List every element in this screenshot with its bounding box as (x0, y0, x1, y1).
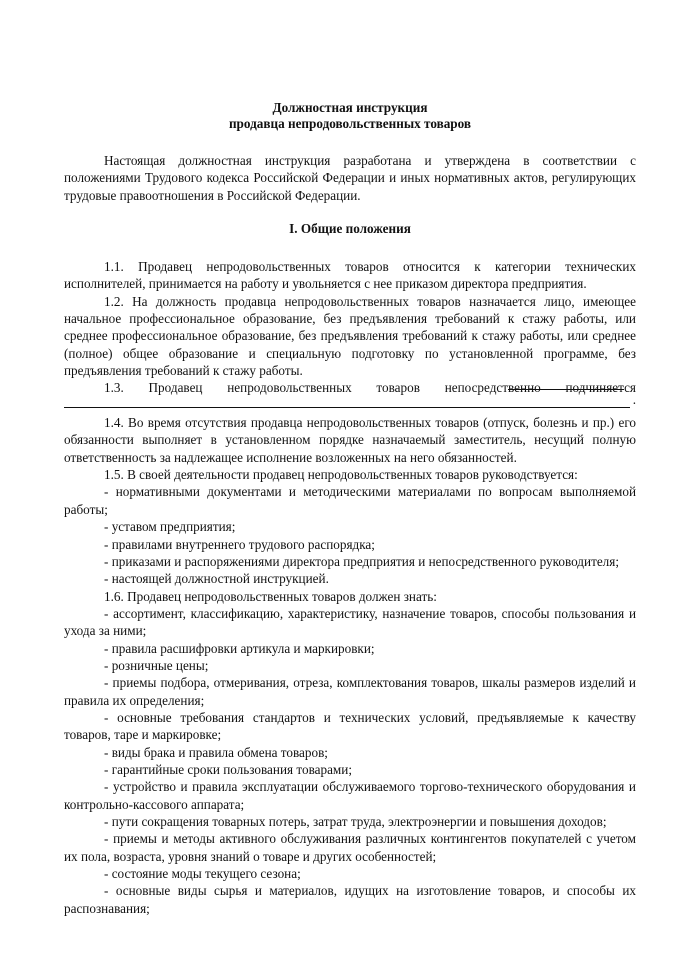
p13-word: подчиняется (565, 380, 636, 396)
list-item: - приемы подбора, отмеривания, отреза, комплектования товаров, шкалы размеров изделий и правила их определения; (64, 675, 636, 708)
list-item: - гарантийные сроки пользования товарами; (104, 761, 352, 777)
document-title (64, 100, 636, 131)
paragraph-1-2: 1.2. На должность продавца непродовольственных товаров назначается лицо, имеющее начальное профессиональное образование, без предъявления требований к стажу работы, или среднее профессиональное образование, без предъявления требований к стажу работы, или среднее (полное) общее образование и специальную подготовку по установленной программе, без предъявления требований к стажу работы. (64, 293, 636, 379)
list-item: - пути сокращения товарных потерь, затрат труда, электроэнергии и повышения доходов; (104, 814, 607, 829)
list-item: - состояние моды текущего сезона; (104, 866, 301, 882)
p13-word: непродовольственных (227, 380, 352, 396)
title-line-1: Должностная инструкция (272, 100, 428, 115)
p13-word: непосредственно (444, 380, 541, 396)
list-item: - правилами внутреннего трудового распорядка; (104, 536, 375, 552)
paragraph-1-5: 1.5. В своей деятельности продавец непродовольственных товаров руководствуется: (104, 467, 578, 483)
list-item: - нормативными документами и методическими материалами по вопросам выполняемой работы; (64, 484, 636, 517)
paragraph-1-6: 1.6. Продавец непродовольственных товаров должен знать: (104, 588, 437, 604)
list-item: - настоящей должностной инструкцией. (104, 571, 329, 587)
list-item: - устройство и правила эксплуатации обслуживаемого торгово-технического оборудования и контрольно-кассового аппарата; (64, 779, 636, 812)
p13-word: товаров (376, 380, 420, 396)
intro-block (64, 152, 636, 204)
list-item: - приемы и методы активного обслуживания различных контингентов покупателей с учетом их пола, возраста, уровня знаний о товаре и других особенностей; (64, 831, 636, 864)
paragraph-1-1: 1.1. Продавец непродовольственных товаров относится к категории технических исполнителей, принимается на работу и увольняется с нее приказом директора предприятия. (64, 259, 636, 292)
title-line-2: продавца непродовольственных товаров (228, 115, 472, 131)
list-item: - основные виды сырья и материалов, идущих на изготовление товаров, и способы их распознавания; (64, 883, 636, 916)
section-1-body (64, 258, 636, 917)
list-item: - ассортимент, классификацию, характеристику, назначение товаров, способы пользования и ухода за ними; (64, 605, 636, 639)
blank-short-line (508, 389, 624, 390)
section-1-heading-block (64, 220, 636, 237)
list-item: - основные требования стандартов и технических условий, предъявляемые к качеству товаров, таре и маркировке; (64, 709, 636, 743)
list-item: - приказами и распоряжениями директора предприятия и непосредственного руководителя; (104, 553, 619, 569)
section-heading: I. Общие положения (289, 221, 411, 236)
p13-word: 1.3. (104, 380, 124, 396)
p13-end: . (632, 391, 636, 407)
list-item: - виды брака и правила обмена товаров; (104, 744, 328, 760)
blank-fill-line (64, 397, 630, 408)
paragraph-1-3-blank-row (64, 391, 636, 414)
paragraph-1-4: 1.4. Во время отсутствия продавца непродовольственных товаров (отпуск, болезнь и пр.) его обязанности выполняет в установленном порядке назначаемый заместитель, несущий полную ответственность за надлежащее исполнение возложенных на него обязанностей. (64, 415, 636, 465)
intro-paragraph: Настоящая должностная инструкция разработана и утверждена в соответствии с положениями Трудового кодекса Российской Федерации и иных нормативных актов, регулирующих трудовые правоотношения в Российской Федерации. (64, 153, 636, 203)
p13-word: Продавец (148, 380, 203, 396)
list-item: - розничные цены; (104, 657, 209, 673)
list-item: - правила расшифровки артикула и маркировки; (104, 640, 375, 656)
list-item: - уставом предприятия; (104, 519, 236, 535)
